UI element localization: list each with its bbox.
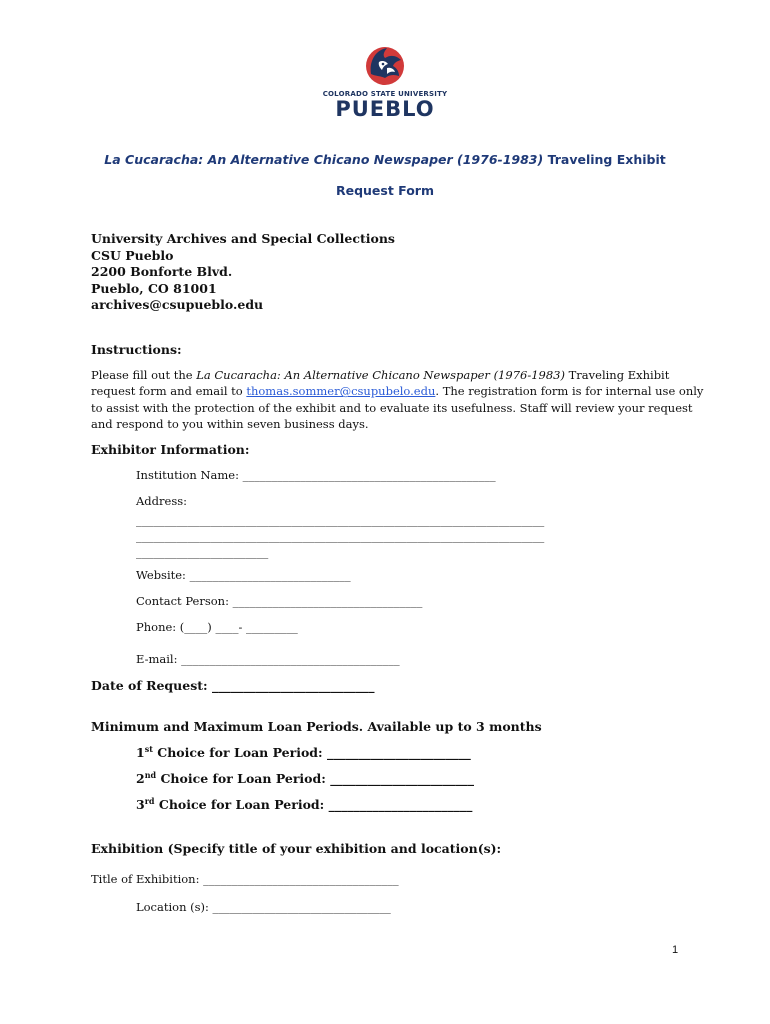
choice-text: Choice for Loan Period: _______________________ [152, 745, 471, 760]
address-label: Address: [136, 494, 188, 508]
choice-number: 3 [136, 797, 145, 812]
choice-ordinal: rd [144, 795, 155, 806]
choice-ordinal: st [144, 743, 153, 754]
choice-ordinal: nd [144, 769, 157, 780]
title-italic-part: La Cucaracha: An Alternative Chicano Newspaper (1976-1983) [104, 152, 544, 167]
date-of-request-field[interactable]: Date of Request: __________________________ [91, 678, 375, 693]
address-line: University Archives and Special Collections [91, 231, 395, 246]
exhibitor-heading: Exhibitor Information: [91, 442, 250, 457]
address-field[interactable] [136, 512, 544, 560]
text-run: Please fill out the [91, 368, 197, 382]
address-field-line[interactable]: _______________________ [136, 545, 269, 559]
email-field[interactable]: E-mail: ______________________________________ [136, 652, 400, 666]
address-email: archives@csupueblo.edu [91, 297, 264, 312]
loan-choice-1-field[interactable] [136, 745, 471, 760]
text-run: and respond to you within seven business days. [91, 416, 369, 431]
page-number: 1 [672, 944, 679, 956]
email-link[interactable]: thomas.sommer@csupubelo.edu [246, 384, 436, 399]
exhibition-location-field[interactable]: Location (s): _______________________________ [136, 900, 391, 914]
loan-choice-2-field[interactable] [136, 771, 474, 786]
document-subtitle: Request Form [335, 183, 434, 198]
address-field-line[interactable]: _______________________________________________________________________ [136, 529, 545, 543]
address-block [91, 231, 395, 314]
document-title [0, 152, 770, 167]
text-run: to assist with the protection of the exhibit and to evaluate its usefulness. Staff will review your request [91, 400, 693, 415]
website-field[interactable]: Website: ____________________________ [136, 568, 351, 582]
title-rest: Traveling Exhibit [543, 152, 666, 167]
loan-heading: Minimum and Maximum Loan Periods. Available up to 3 months [91, 719, 542, 734]
thunderwolf-mascot-icon [363, 44, 407, 88]
loan-choice-3-field[interactable] [136, 797, 472, 812]
text-run-italic: La Cucaracha: An Alternative Chicano Newspaper (1976-1983) [196, 368, 565, 382]
instructions-paragraph [91, 367, 703, 432]
text-run: request form and email to [91, 384, 247, 399]
choice-number: 2 [136, 771, 145, 786]
exhibition-heading: Exhibition (Specify title of your exhibition and location(s): [91, 841, 502, 856]
choice-text: Choice for Loan Period: _______________________ [156, 771, 474, 786]
address-field-line[interactable]: _______________________________________________________________________ [136, 513, 545, 527]
institution-name-field[interactable]: Institution Name: ____________________________________________ [136, 468, 496, 482]
address-line: Pueblo, CO 81001 [91, 280, 217, 296]
instructions-heading: Instructions: [91, 342, 182, 357]
csu-pueblo-logo [318, 44, 452, 120]
exhibition-title-field[interactable]: Title of Exhibition: __________________________________ [91, 872, 399, 886]
address-line: CSU Pueblo [91, 247, 174, 263]
text-run: . The registration form is for internal use only [435, 384, 704, 399]
choice-text: Choice for Loan Period: _______________________ [154, 797, 473, 812]
choice-number: 1 [136, 745, 145, 760]
university-name: COLORADO STATE UNIVERSITY [322, 90, 448, 98]
campus-name: PUEBLO [335, 97, 435, 121]
contact-person-field[interactable]: Contact Person: _________________________________ [136, 594, 423, 608]
text-run: Traveling Exhibit [564, 368, 670, 382]
address-line: 2200 Bonforte Blvd. [91, 264, 233, 279]
phone-field[interactable]: Phone: (____) ____- _________ [136, 620, 298, 634]
